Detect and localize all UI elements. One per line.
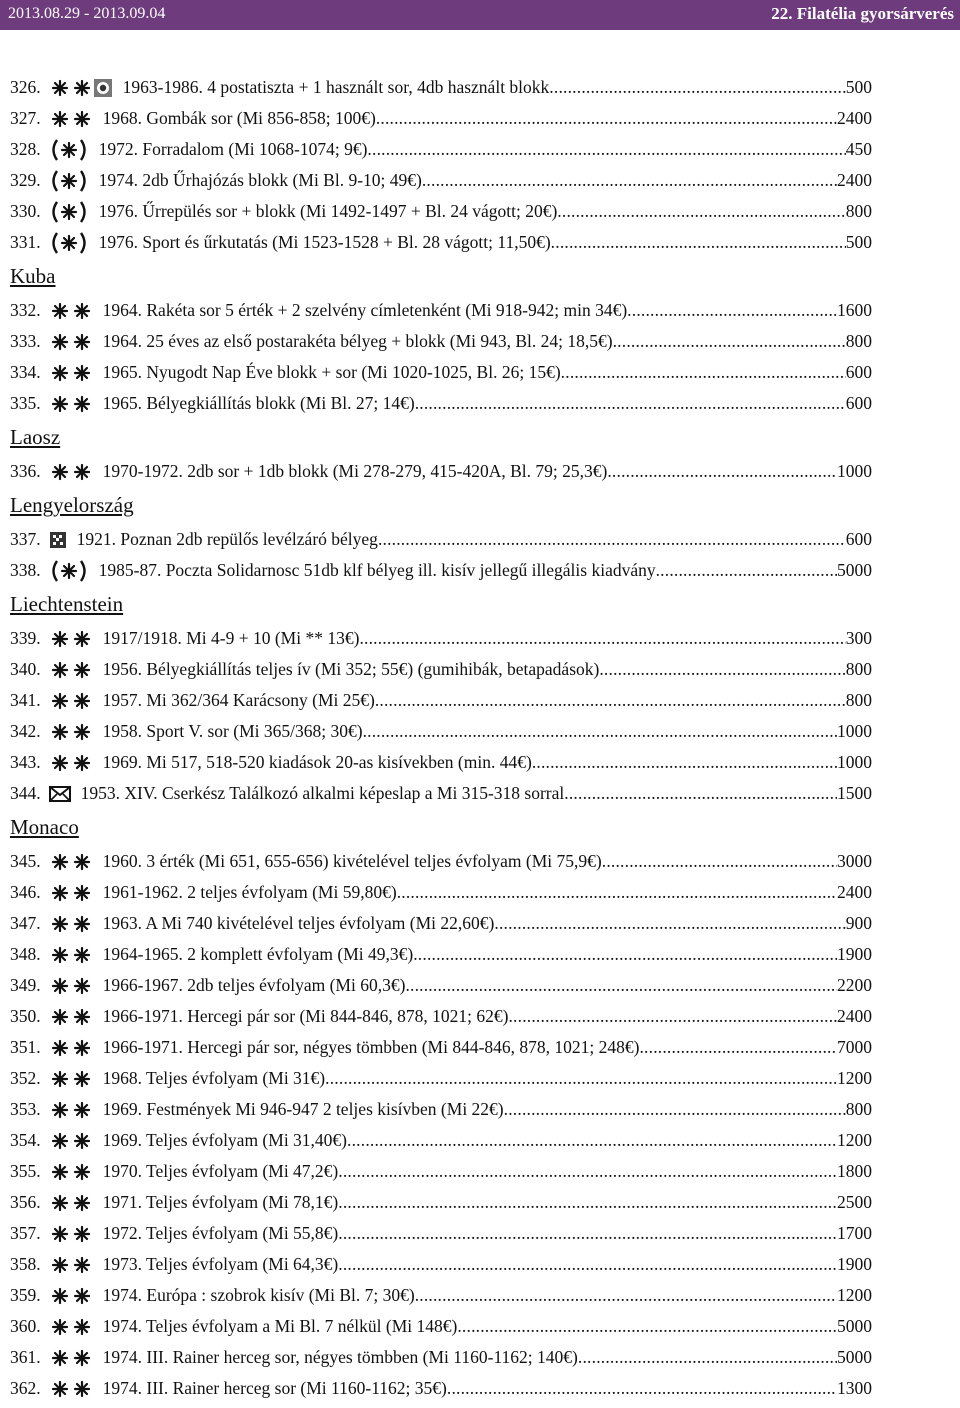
mint-pair-icon [49,1008,93,1026]
lot-description: 1974. 2db Űrhajózás blokk (Mi Bl. 9-10; 49€) [98,170,422,190]
mint-pair-icon [49,1380,93,1398]
lot-number: 353. [10,1099,41,1119]
condition-icons [49,692,93,710]
condition-icons [49,1101,93,1119]
condition-icons [49,723,93,741]
lot-price: 7000 [837,1037,872,1057]
lot-price: 450 [845,139,872,159]
dot-leader [504,1099,846,1120]
lot-description: 1960. 3 érték (Mi 651, 655-656) kivételével teljes évfolyam (Mi 75,9€) [102,851,602,871]
condition-icons [49,946,93,964]
condition-icons [49,78,113,98]
country-heading: Lengyelország [10,493,134,517]
country-heading: Liechtenstein [10,592,124,616]
mint-pair-icon [49,110,93,128]
country-heading: Monaco [10,815,79,839]
lot-description: 1953. XIV. Cserkész Találkozó alkalmi képeslap a Mi 315-318 sorral [80,783,565,803]
lot-price: 800 [845,201,872,221]
lot-number: 349. [10,975,41,995]
dot-leader [375,690,846,711]
dot-leader [413,944,837,965]
lot-row [10,623,872,654]
lot-description: 1969. Teljes évfolyam (Mi 31,40€) [102,1130,348,1150]
lot-row [10,1156,872,1187]
lot-row [10,1187,872,1218]
lot-price: 2400 [837,108,872,128]
lot-row [10,357,872,388]
lot-number: 357. [10,1223,41,1243]
lot-description: 1972. Teljes évfolyam (Mi 55,8€) [102,1223,339,1243]
condition-icons [49,884,93,902]
country-heading: Kuba [10,264,56,288]
lot-row [10,295,872,326]
condition-icons [49,1039,93,1057]
envelope-icon [49,785,71,803]
lot-description: 1964. 25 éves az első postarakéta bélyeg + blokk (Mi 943, Bl. 24; 18,5€) [102,331,613,351]
condition-icons [49,1318,93,1336]
lot-description: 1965. Bélyegkiállítás blokk (Mi Bl. 27; 14€) [102,393,415,413]
condition-icons [49,139,89,161]
condition-icons [49,630,93,648]
lot-description: 1974. III. Rainer herceg sor, négyes tömbben (Mi 1160-1162; 140€) [102,1347,578,1367]
dot-leader [557,201,845,222]
dot-leader [338,1192,837,1213]
lot-row [10,326,872,357]
lot-description: 1976. Űrrepülés sor + blokk (Mi 1492-1497 + Bl. 24 vágott; 20€) [98,201,558,221]
lot-number: 358. [10,1254,41,1274]
lot-price: 1000 [837,752,872,772]
dot-leader [639,1037,837,1058]
condition-icons [49,1380,93,1398]
lot-number: 334. [10,362,41,382]
lot-row [10,1125,872,1156]
condition-icons [49,1070,93,1088]
lot-price: 1200 [837,1068,872,1088]
lot-price: 1500 [837,783,872,803]
mint-pair-icon [49,723,93,741]
lot-price: 1700 [837,1223,872,1243]
dot-leader [549,77,845,98]
lot-description: 1970. Teljes évfolyam (Mi 47,2€) [102,1161,339,1181]
mint-pair-icon [49,661,93,679]
mint-pair-icon [49,754,93,772]
lot-row [10,1063,872,1094]
lot-price: 600 [845,529,872,549]
lot-price: 2500 [837,1192,872,1212]
lot-description: 1968. Teljes évfolyam (Mi 31€) [102,1068,326,1088]
lot-number: 351. [10,1037,41,1057]
mint-pair-icon [49,395,93,413]
country-heading: Laosz [10,425,61,449]
lot-description: 1968. Gombák sor (Mi 856-858; 100€) [102,108,376,128]
lot-price: 500 [845,77,872,97]
lot-number: 356. [10,1192,41,1212]
dot-leader [376,108,837,129]
mint-pair-icon [49,1101,93,1119]
lot-price: 1900 [837,944,872,964]
dot-leader [607,461,837,482]
dot-leader [613,331,846,352]
lot-row [10,1001,872,1032]
lot-description: 1961-1962. 2 teljes évfolyam (Mi 59,80€) [102,882,397,902]
mint-pair-icon [49,630,93,648]
lot-price: 1300 [837,1378,872,1398]
lot-row [10,747,872,778]
lot-row [10,456,872,487]
lot-description: 1965. Nyugodt Nap Éve blokk + sor (Mi 1020-1025, Bl. 26; 15€) [102,362,561,382]
dot-leader [656,560,837,581]
dot-leader [564,783,837,804]
dot-leader [338,1254,837,1275]
lot-price: 2200 [837,975,872,995]
lot-row [10,970,872,1001]
lot-number: 361. [10,1347,41,1367]
lot-description: 1963. A Mi 740 kivételével teljes évfolyam (Mi 22,60€) [102,913,495,933]
lot-number: 329. [10,170,41,190]
lot-description: 1964. Rakéta sor 5 érték + 2 szelvény címletenként (Mi 918-942; min 34€) [102,300,628,320]
lot-number: 326. [10,77,41,97]
dot-leader [494,913,845,934]
lot-row [10,846,872,877]
lot-row [10,388,872,419]
lot-row [10,1249,872,1280]
condition-icons [49,754,93,772]
dot-leader [338,1223,837,1244]
lot-price: 1000 [837,721,872,741]
lot-price: 800 [845,331,872,351]
lot-price: 300 [845,628,872,648]
lot-number: 343. [10,752,41,772]
mint-pair-icon [49,1132,93,1150]
lot-list [10,72,872,1404]
lot-price: 800 [845,659,872,679]
used-icon [93,78,113,98]
mint-pair-icon [49,884,93,902]
lot-number: 350. [10,1006,41,1026]
dot-leader [422,170,837,191]
lot-price: 5000 [837,560,872,580]
lot-description: 1917/1918. Mi 4-9 + 10 (Mi ** 13€) [102,628,360,648]
mint-paren-icon [49,139,89,161]
dot-leader [397,882,837,903]
lot-description: 1974. Európa : szobrok kisív (Mi Bl. 7; 30€) [102,1285,415,1305]
lot-description: 1921. Poznan 2db repülős levélzáró bélyeg [76,529,378,549]
lot-description: 1971. Teljes évfolyam (Mi 78,1€) [102,1192,339,1212]
dot-leader [532,752,837,773]
lot-number: 354. [10,1130,41,1150]
dot-leader [378,529,846,550]
lot-description: 1970-1972. 2db sor + 1db blokk (Mi 278-279, 415-420A, Bl. 79; 25,3€) [102,461,608,481]
dot-leader [415,1285,837,1306]
lot-number: 337. [10,529,41,549]
dot-leader [457,1316,837,1337]
lot-price: 500 [845,232,872,252]
condition-icons [49,1349,93,1367]
lot-row [10,1094,872,1125]
lot-number: 333. [10,331,41,351]
condition-icons [49,463,93,481]
lot-row [10,654,872,685]
lot-description: 1958. Sport V. sor (Mi 365/368; 30€) [102,721,363,741]
lot-row [10,1218,872,1249]
lot-description: 1956. Bélyegkiállítás teljes ív (Mi 352; 55€) (gumihibák, betapadások) [102,659,600,679]
mint-pair-icon [49,302,93,320]
mint-pair-icon [49,1256,93,1274]
lot-description: 1966-1971. Hercegi pár sor (Mi 844-846, 878, 1021; 62€) [102,1006,509,1026]
lot-number: 331. [10,232,41,252]
lot-number: 346. [10,882,41,902]
mint-pair-icon [49,853,93,871]
condition-icons [49,1132,93,1150]
lot-price: 1200 [837,1130,872,1150]
page-header [0,0,960,30]
lot-number: 340. [10,659,41,679]
date-range: 2013.08.29 - 2013.09.04 [8,5,166,22]
condition-icons [49,915,93,933]
dot-leader [447,1378,837,1399]
dot-leader [347,1130,837,1151]
lot-row [10,227,872,258]
lot-number: 360. [10,1316,41,1336]
condition-icons [49,560,89,582]
lot-row [10,524,872,555]
lot-row [10,877,872,908]
mint-pair-icon [49,1349,93,1367]
lot-number: 336. [10,461,41,481]
mint-pair-icon [49,1318,93,1336]
mint-pair-icon [49,1194,93,1212]
lot-row [10,1280,872,1311]
lot-row [10,196,872,227]
dot-leader [602,851,837,872]
lot-number: 342. [10,721,41,741]
lot-price: 1200 [837,1285,872,1305]
lot-row [10,1342,872,1373]
lot-price: 5000 [837,1316,872,1336]
dot-leader [338,1161,837,1182]
lot-number: 341. [10,690,41,710]
lot-price: 2400 [837,882,872,902]
lot-row [10,716,872,747]
lot-price: 1600 [837,300,872,320]
lot-row [10,685,872,716]
mint-pair-icon [49,692,93,710]
lot-number: 332. [10,300,41,320]
lot-price: 2400 [837,170,872,190]
lot-price: 1800 [837,1161,872,1181]
lot-description: 1966-1967. 2db teljes évfolyam (Mi 60,3€) [102,975,406,995]
condition-icons [49,232,89,254]
lot-number: 345. [10,851,41,871]
mint-pair-icon [49,1287,93,1305]
mint-paren-icon [49,560,89,582]
lot-description: 1973. Teljes évfolyam (Mi 64,3€) [102,1254,339,1274]
lot-description: 1974. III. Rainer herceg sor (Mi 1160-1162; 35€) [102,1378,447,1398]
dot-leader [405,975,837,996]
lot-description: 1964-1965. 2 komplett évfolyam (Mi 49,3€) [102,944,414,964]
condition-icons [49,531,67,549]
condition-icons [49,853,93,871]
mint-pair-icon [49,1163,93,1181]
lot-price: 1900 [837,1254,872,1274]
condition-icons [49,661,93,679]
condition-icons [49,977,93,995]
condition-icons [49,201,89,223]
lot-description: 1966-1971. Hercegi pár sor, négyes tömbben (Mi 844-846, 878, 1021; 248€) [102,1037,640,1057]
mint-pair-icon [49,333,93,351]
dot-leader [363,721,837,742]
condition-icons [49,1194,93,1212]
lot-number: 327. [10,108,41,128]
condition-icons [49,395,93,413]
mint-pair-icon [49,1070,93,1088]
lot-number: 348. [10,944,41,964]
lot-row [10,165,872,196]
condition-icons [49,364,93,382]
lot-description: 1976. Sport és űrkutatás (Mi 1523-1528 + Bl. 28 vágott; 11,50€) [98,232,551,252]
lot-description: 1985-87. Poczta Solidarnosc 51db klf bélyeg ill. kisív jellegű illegális kiadvány [98,560,656,580]
lot-description: 1957. Mi 362/364 Karácsony (Mi 25€) [102,690,375,710]
mint-pair-icon [49,915,93,933]
lot-price: 5000 [837,1347,872,1367]
lot-number: 352. [10,1068,41,1088]
lot-price: 1000 [837,461,872,481]
lot-description: 1969. Mi 517, 518-520 kiadások 20-as kisívekben (min. 44€) [102,752,532,772]
lot-row [10,939,872,970]
lot-price: 3000 [837,851,872,871]
lot-row [10,1311,872,1342]
dot-leader [325,1068,837,1089]
lot-number: 344. [10,783,41,803]
mint-pair-icon [49,364,93,382]
mint-paren-icon [49,201,89,223]
mint-pair-icon [49,463,93,481]
dot-leader [561,362,846,383]
condition-icons [49,1225,93,1243]
lot-number: 355. [10,1161,41,1181]
lot-row [10,103,872,134]
lot-row [10,555,872,586]
lot-number: 359. [10,1285,41,1305]
lot-number: 362. [10,1378,41,1398]
mint-pair-icon [49,946,93,964]
lot-row [10,1032,872,1063]
lot-price: 2400 [837,1006,872,1026]
dot-leader [508,1006,837,1027]
condition-icons [49,333,93,351]
lot-number: 328. [10,139,41,159]
lot-row [10,908,872,939]
lot-number: 330. [10,201,41,221]
lot-description: 1974. Teljes évfolyam a Mi Bl. 7 nélkül (Mi 148€) [102,1316,458,1336]
lot-number: 339. [10,628,41,648]
mint-paren-icon [49,232,89,254]
dot-leader [367,139,845,160]
dot-leader [415,393,846,414]
mint-pair-icon [49,1225,93,1243]
mint-pair-icon [49,977,93,995]
lot-price: 600 [845,393,872,413]
lot-description: 1969. Festmények Mi 946-947 2 teljes kisívben (Mi 22€) [102,1099,504,1119]
condition-icons [49,1287,93,1305]
lot-row [10,134,872,165]
lot-price: 900 [845,913,872,933]
mint-pair-icon [49,79,93,97]
lot-price: 800 [845,690,872,710]
hinged-icon [49,531,67,549]
dot-leader [551,232,846,253]
mint-pair-icon [49,1039,93,1057]
lot-description: 1972. Forradalom (Mi 1068-1074; 9€) [98,139,368,159]
condition-icons [49,170,89,192]
lot-number: 335. [10,393,41,413]
lot-row [10,778,872,809]
lot-price: 600 [845,362,872,382]
dot-leader [627,300,837,321]
condition-icons [49,1256,93,1274]
condition-icons [49,1008,93,1026]
lot-row [10,72,872,103]
lot-row [10,1373,872,1404]
lot-price: 800 [845,1099,872,1119]
dot-leader [599,659,845,680]
condition-icons [49,785,71,803]
condition-icons [49,302,93,320]
dot-leader [578,1347,837,1368]
dot-leader [359,628,845,649]
condition-icons [49,1163,93,1181]
lot-number: 347. [10,913,41,933]
mint-paren-icon [49,170,89,192]
condition-icons [49,110,93,128]
catalog-title: 22. Filatélia gyorsárverés [771,4,954,23]
lot-number: 338. [10,560,41,580]
lot-description: 1963-1986. 4 postatiszta + 1 használt sor, 4db használt blokk [122,77,550,97]
